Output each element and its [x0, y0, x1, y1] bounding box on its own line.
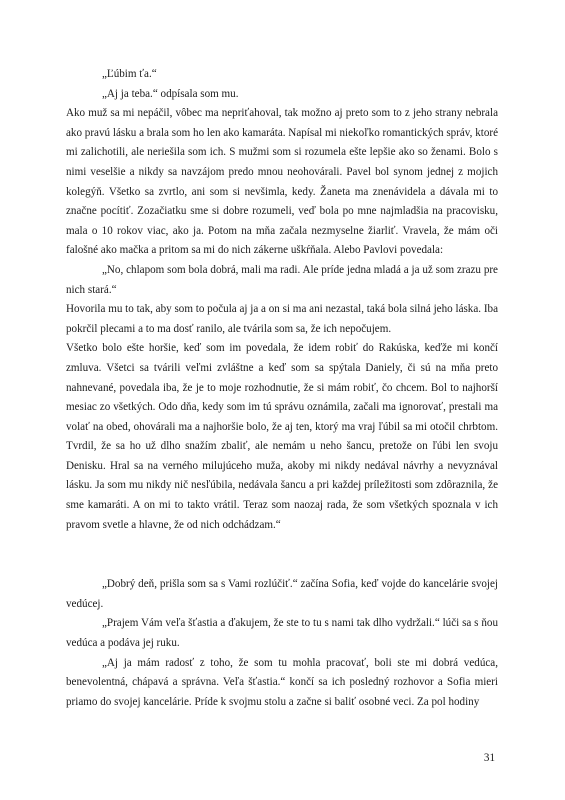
paragraph-dialogue-zaneta: „No, chlapom som bola dobrá, mali ma radi. Ale príde jedna mladá a ja už som zrazu pre nich stará.“ [66, 263, 498, 296]
section-gap [66, 535, 498, 575]
paragraph-shrug: Hovorila mu to tak, aby som to počula aj ja a on si ma ani nezastal, taká bola silná jeho láska. Iba pokrčil plecami a to ma dosť ranilo, ale tvárila som sa, že ich nepočujem. [66, 303, 498, 335]
paragraph-austria: Všetko bolo ešte horšie, keď som im povedala, že idem robiť do Rakúska, keďže mi končí zmluva. Všetci sa tvárili veľmi zvláštne a keď som sa spýtala Daniely, či sú na mňa preto nahnevané, povedala iba, že je to moje rozhodnutie, že si mám robiť, čo chcem. Bol to najhorší mesiac zo všetkých. Odo dňa, kedy som im tú správu oznámila, začali ma ignorovať, prestali ma volať na obed, ohovárali ma a najhoršie bolo, že aj ten, ktorý ma vraj ľúbil sa mi otočil chrbtom. Tvrdil, že sa ho už dlho snažím zbaliť, ale nemám u neho šancu, pretože on ľúbi len svoju Denisku. Hral sa na verného milujúceho muža, akoby mi nikdy nedával návrhy a nevyznával lásku. Ja som mu nikdy nič nesľúbila, nedávala šancu a pri každej príležitosti som zdôraznila, že sme kamaráti. A on mi to takto vrátil. Teraz som naozaj rada, že som všetkých spoznala v ich pravom svetle a hlavne, že od nich odchádzam.“ [66, 342, 498, 531]
paragraph-farewell-sofia: „Aj ja mám radosť z toho, že som tu mohla pracovať, boli ste mi dobrá vedúca, benevolentná, chápavá a správna. Veľa šťastia.“ končí sa ich posledný rozhovor a Sofia mieri priamo do svojej kancelárie. Príde k svojmu stolu a začne si baliť osobné veci. Za pol hodiny [66, 656, 498, 708]
page-number: 31 [483, 752, 495, 764]
paragraph-dialogue-reply: „Aj ja teba.“ odpísala som mu. [102, 87, 239, 100]
body-text [66, 65, 498, 712]
paragraph-farewell-greeting: „Dobrý deň, prišla som sa s Vami rozlúčiť.“ začína Sofia, keď vojde do kancelárie svojej vedúcej. [66, 578, 498, 610]
paragraph-pavel: Ako muž sa mi nepáčil, vôbec ma nepriťahoval, tak možno aj preto som to z jeho strany nebrala ako pravú lásku a brala som ho len ako kamaráta. Napísal mi niekoľko romantických správ, ktoré mi zalichotili, ale neriešila som ich. S mužmi som si rozumela ešte lepšie ako so ženami. Bolo s nimi veselšie a nikdy sa navzájom predo mnou neohovárali. Pavel bol synom jednej z mojich kolegýň. Všetko sa zvrtlo, ani som si nevšimla, kedy. Žaneta ma znenávidela a dávala mi to značne pocítiť. Zozačiatku sme si dobre rozumeli, veď bola po mne najmladšia na pracovisku, mala o 10 rokov viac, ako ja. Potom na mňa začala nezmyselne žiarliť. Vravela, že mám oči falošné ako mačka a pritom sa mi do nich zákerne uškŕňala. Alebo Pavlovi povedala: [66, 107, 498, 257]
paragraph-dialogue-love: „Ľúbim ťa.“ [102, 68, 157, 80]
paragraph-farewell-manager: „Prajem Vám veľa šťastia a ďakujem, že ste to tu s nami tak dlho vydržali.“ lúči sa s ňou vedúca a podáva jej ruku. [66, 617, 498, 650]
